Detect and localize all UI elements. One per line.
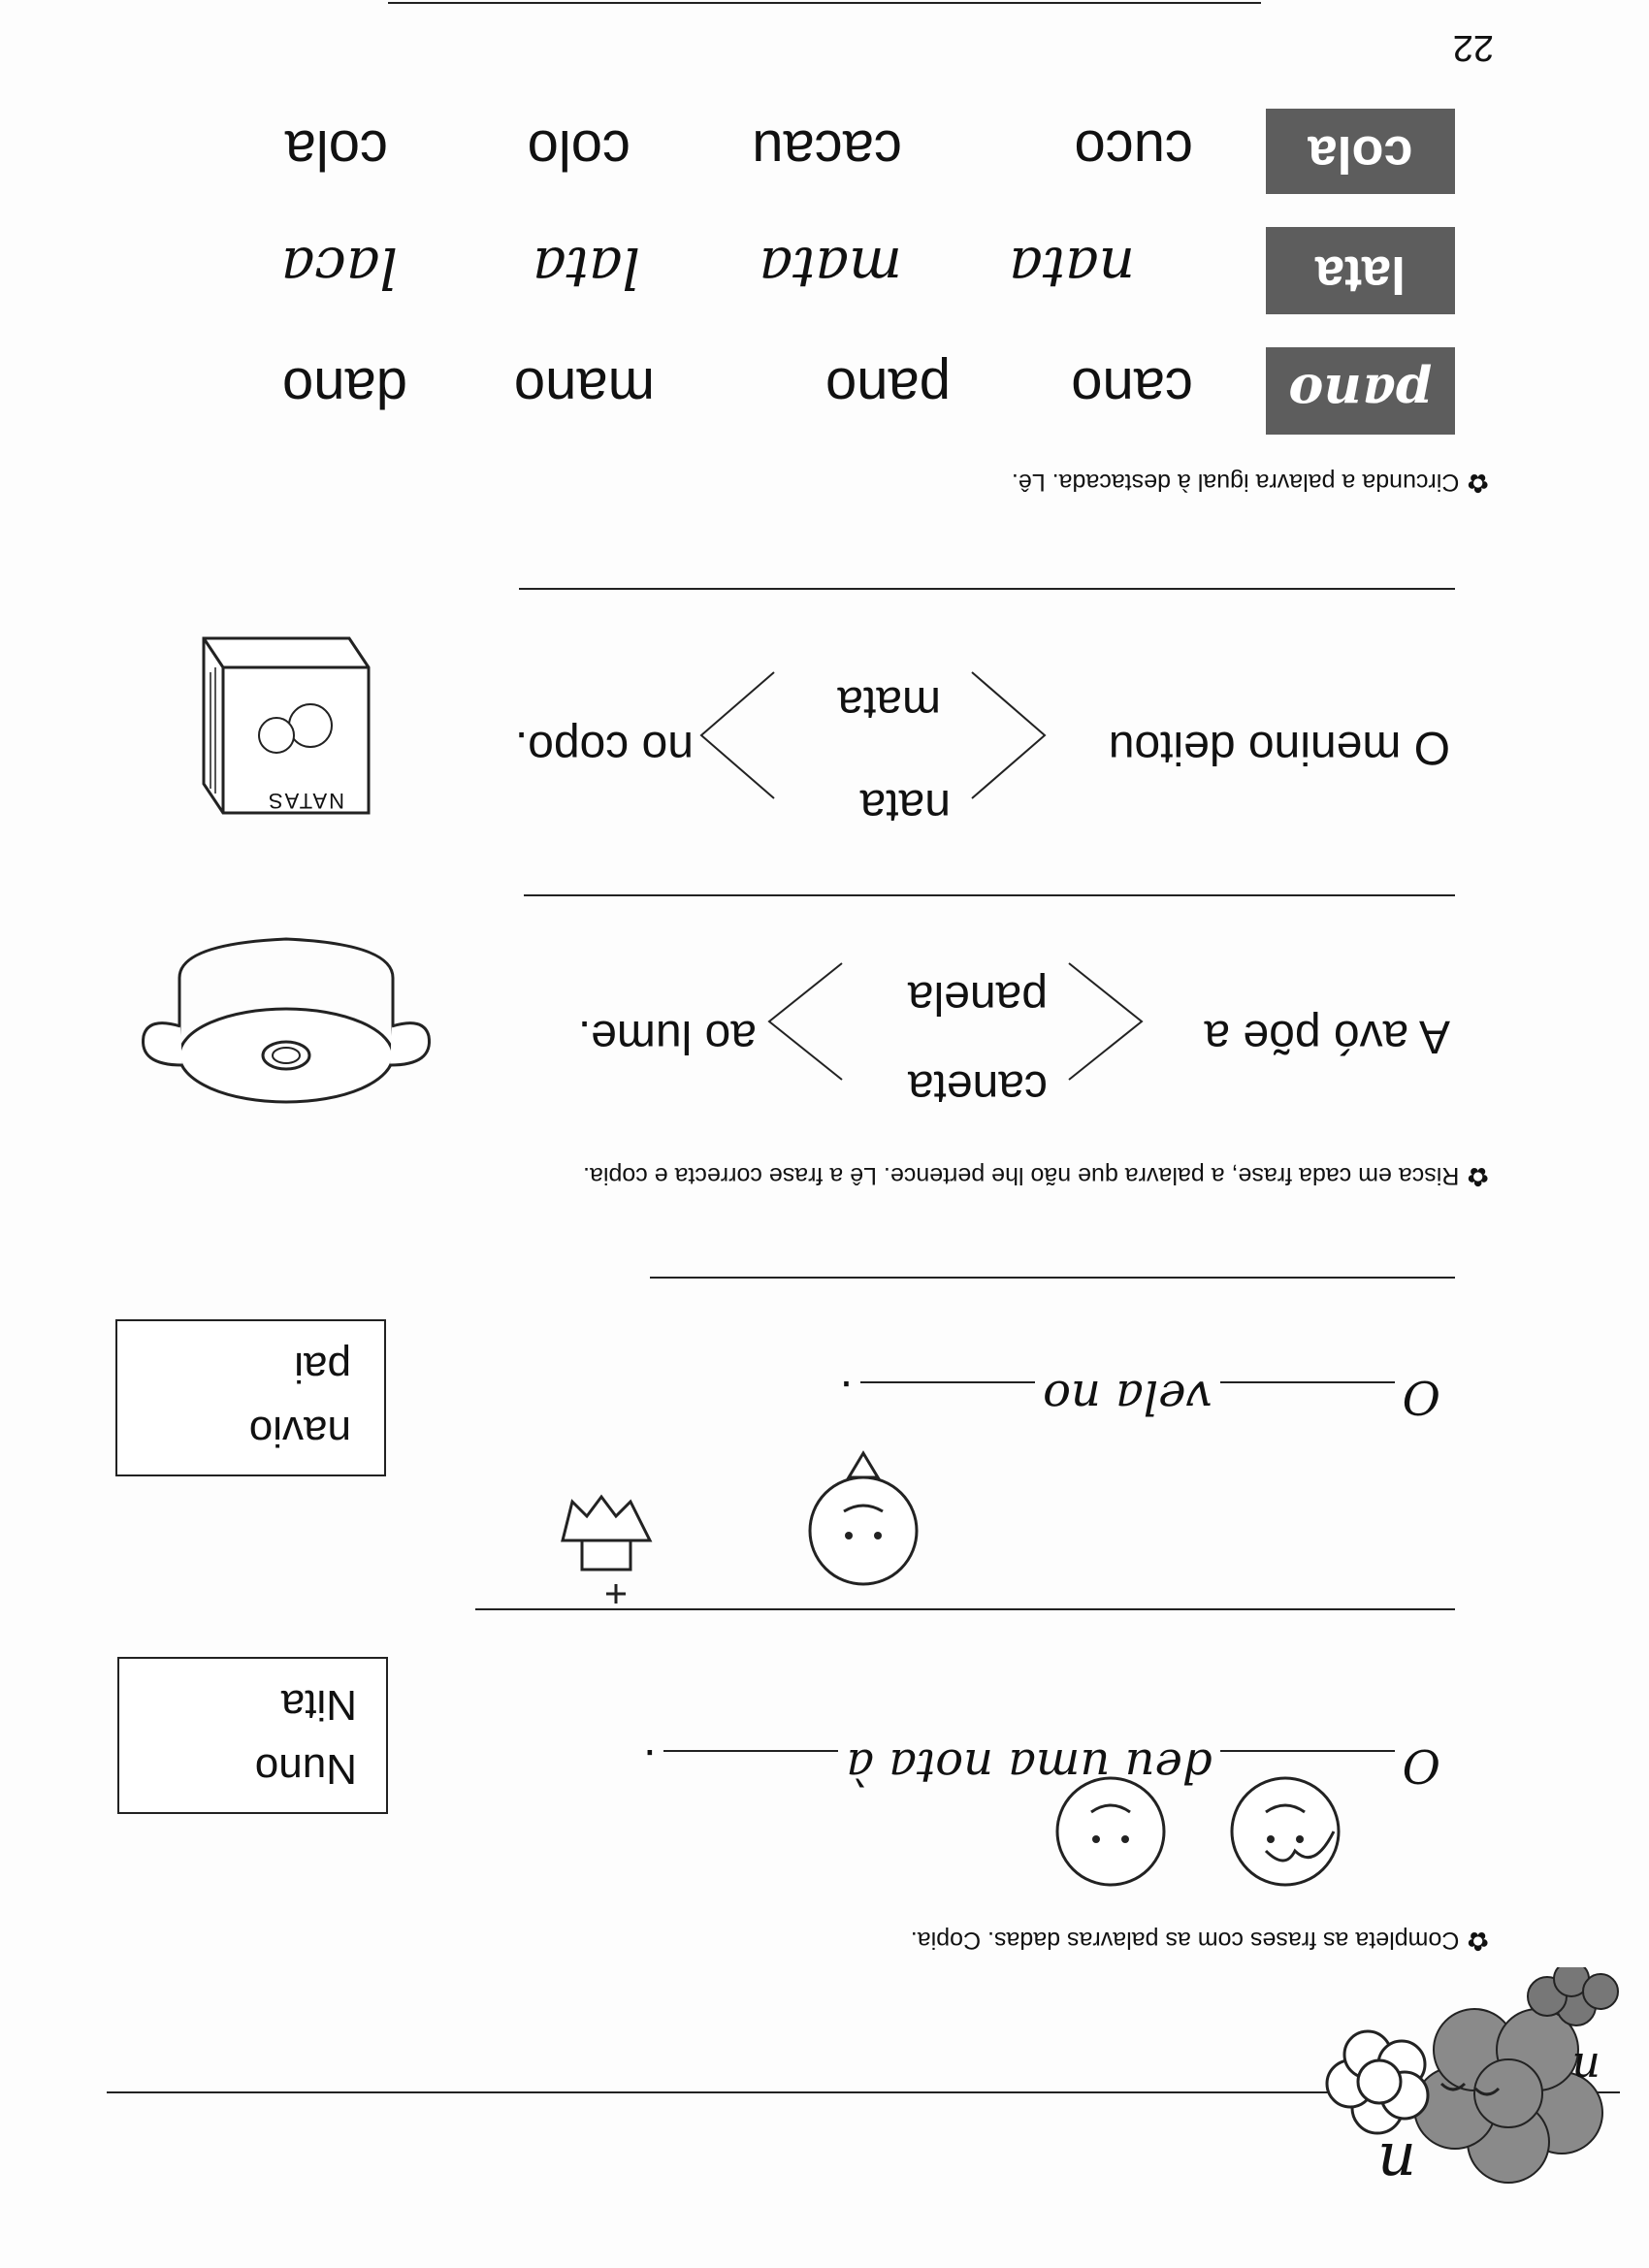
cooking-pot-icon	[136, 900, 436, 1114]
word-pano[interactable]: pano	[824, 356, 951, 419]
choice-bracket-right	[766, 958, 844, 1085]
page-number: 22	[1452, 27, 1494, 68]
choice-bracket-left	[970, 667, 1048, 803]
word-cuco[interactable]: cuco	[1074, 118, 1193, 181]
ex2-sentence1-option-top[interactable]: caneta	[907, 1061, 1048, 1113]
ex2-sentence1-start: A avó põe a	[1204, 1011, 1450, 1062]
word-option-navio: navio	[248, 1408, 351, 1455]
ex1-item1-copy-line[interactable]	[475, 1608, 1455, 1610]
word-option-pai: pai	[294, 1344, 351, 1391]
bottom-edge-rule	[388, 2, 1261, 4]
word-mata[interactable]: mata	[759, 235, 902, 301]
word-colo[interactable]: colo	[527, 118, 630, 181]
word-cano[interactable]: cano	[1071, 356, 1193, 419]
word-cola[interactable]: cola	[284, 118, 388, 181]
ex2-sentence2-option-bottom[interactable]: mata	[837, 677, 941, 729]
ex2-sentence2-copy-line[interactable]	[519, 588, 1455, 590]
highlight-word-pano: pano	[1266, 347, 1455, 435]
header-letter-m: n	[1377, 2129, 1416, 2200]
flower-bullet-icon: ✿	[1467, 469, 1489, 498]
ex1-item2-word-box	[115, 1319, 386, 1476]
choice-bracket-left	[1067, 958, 1145, 1085]
ex1-item2-sentence: Ovela no.	[839, 1370, 1440, 1424]
word-cacau[interactable]: cacau	[752, 118, 902, 181]
word-mano[interactable]: mano	[513, 356, 655, 419]
exercise3-instruction: ✿Circunda a palavra igual à destacada. Lê.	[1011, 469, 1489, 498]
flower-bullet-icon: ✿	[1467, 1162, 1489, 1191]
word-option-nuno: Nuno	[254, 1745, 357, 1793]
ex2-sentence1-copy-line[interactable]	[524, 894, 1455, 896]
ex2-sentence2-end: no copo.	[514, 722, 694, 773]
doll-and-crown-icon	[475, 1424, 941, 1608]
ex1-item2-blank2[interactable]	[860, 1381, 1035, 1383]
exercise2-instruction: ✿Risca em cada frase, a palavra que não lhe pertence. Lê a frase correcta e copia.	[583, 1162, 1489, 1191]
ex1-item1-sentence: Odeu uma nota à.	[643, 1738, 1440, 1793]
header-letter-n: n	[1571, 2043, 1600, 2095]
word-dano[interactable]: dano	[281, 356, 407, 419]
choice-bracket-right	[698, 667, 776, 803]
ex1-item1-blank1[interactable]	[1220, 1750, 1395, 1752]
ex1-item2-copy-line[interactable]	[650, 1277, 1455, 1279]
ex2-sentence2-start: O menino deitou	[1108, 722, 1450, 773]
ex2-sentence2-option-top[interactable]: nata	[859, 780, 951, 831]
word-nata[interactable]: nata	[1009, 235, 1135, 301]
exercise1-instruction: ✿Completa as frases com as palavras dadas. Copia.	[910, 1927, 1489, 1956]
ex1-item1-blank2[interactable]	[663, 1750, 838, 1752]
carton-label: NATAS	[266, 789, 344, 813]
highlight-word-lata: lata	[1266, 227, 1455, 314]
ex1-item2-blank1[interactable]	[1220, 1381, 1395, 1383]
ex2-sentence1-option-bottom[interactable]: panela	[907, 972, 1048, 1023]
ex1-item1-word-box	[117, 1657, 388, 1814]
word-option-nita: Nita	[280, 1681, 357, 1729]
ex2-sentence1-end: ao lume.	[577, 1011, 757, 1062]
flower-bullet-icon: ✿	[1467, 1927, 1489, 1956]
word-laca[interactable]: laca	[280, 235, 398, 301]
word-lata[interactable]: lata	[532, 235, 640, 301]
highlight-word-cola: cola	[1266, 109, 1455, 194]
